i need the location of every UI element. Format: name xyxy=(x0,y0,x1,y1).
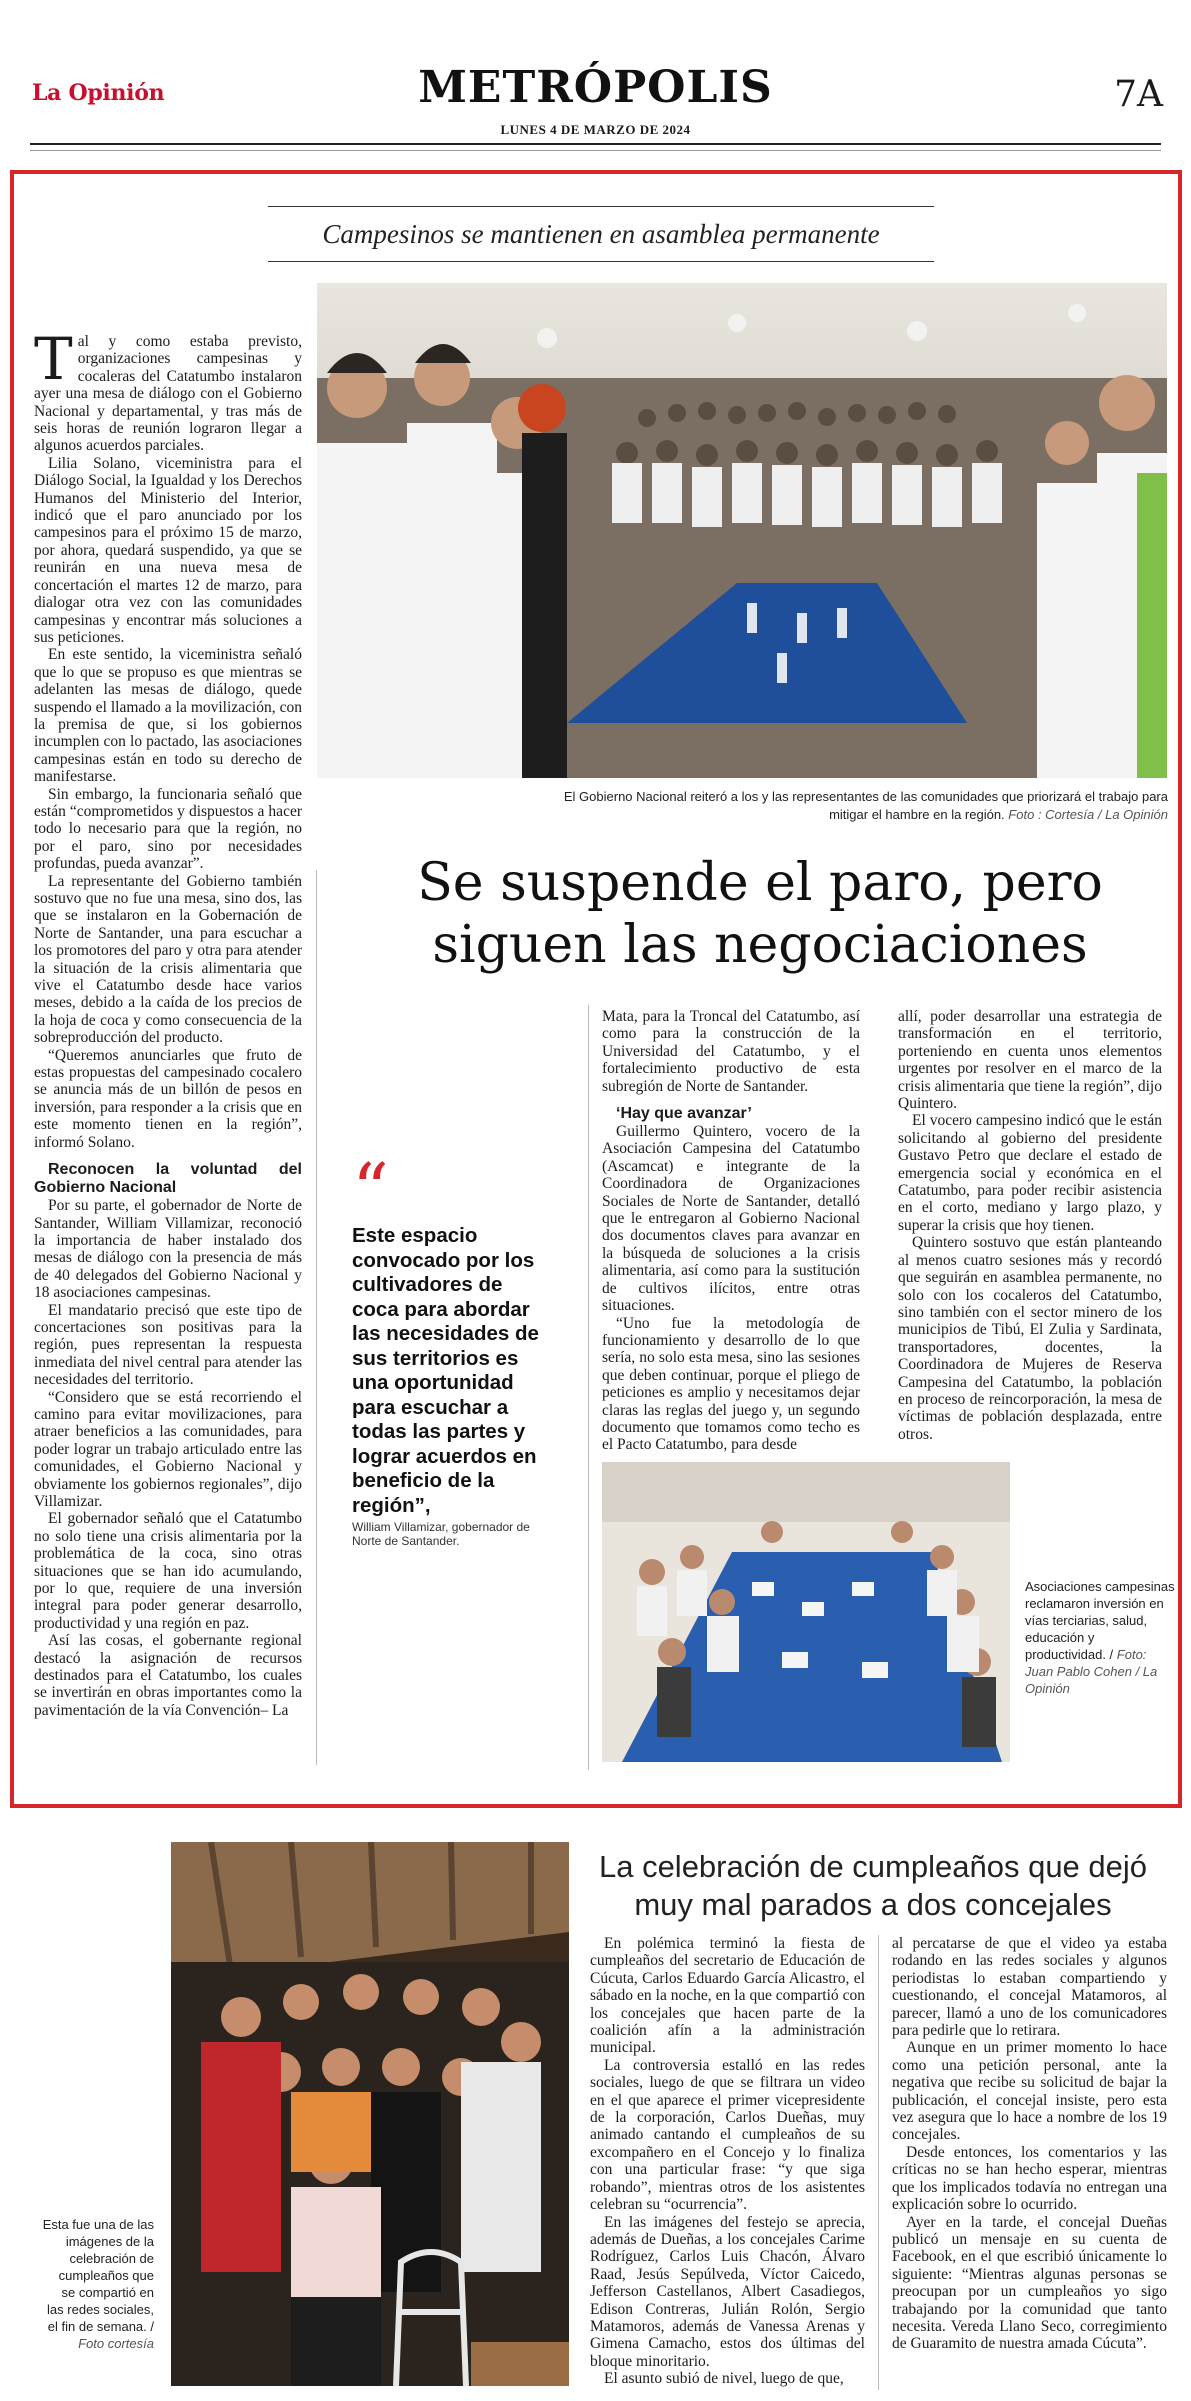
photo3-credit: Foto cortesía xyxy=(78,2336,154,2351)
story1-column-3 xyxy=(602,1008,860,1454)
column-divider xyxy=(878,1935,879,2390)
masthead xyxy=(0,0,1191,170)
story-kicker: Campesinos se mantienen en asamblea permanente xyxy=(268,206,934,262)
paragraph: Sin embargo, la funcionaria señaló que están “comprometidos y dispuestos a hacer todo lo necesario para que la región, no por el paro, sino por necesidades profundas, pueda avanzar”. xyxy=(34,785,302,873)
photo1-credit: Foto : Cortesía / La Opinión xyxy=(1008,807,1168,822)
paragraph: Quintero sostuvo que están planteando al menos cuatro sesiones más y recordó que seguirán en asamblea permanente, no solo con los cocaleros del Catatumbo, sino también con el sector minero de los municipios de Tibú, El Zulia y Sardinata, transportadores, docentes, la Coordinadora de Mujeres de Reserva Campesina del Catatumbo, la población en proceso de reincorporación, la mesa de víctimas de población desplazada, entre otros. xyxy=(898,1234,1162,1443)
birthday-photo[interactable] xyxy=(171,1842,569,2386)
paragraph: Así las cosas, el gobernante regional destacó la asignación de recursos destinados para el Catatumbo, los cuales se invertirán en obras importantes como la pavimentación de la vía Convención– La xyxy=(34,1632,302,1719)
paragraph: Por su parte, el gobernador de Norte de Santander, William Villamizar, reconoció la importancia de haber instalado dos mesas de diálogo con la presencia de más de 40 delegados del Gobierno Nacional y 18 asociaciones campesinas. xyxy=(34,1197,302,1302)
meeting-photo[interactable] xyxy=(602,1462,1010,1762)
paragraph: En las imágenes del festejo se aprecia, además de Dueñas, a los concejales Carime Rodríguez, Carlos Luis Chacón, Álvaro Raad, Jesús Sepúlveda, Víctor Caicedo, Jefferson Castellanos, Albert Casadiegos, Edison Contreras, Julián Rolón, Sergio Matamoros, además de Vanessa Arenas y Gimena Camacho, estos dos últimas del bloque minoritario. xyxy=(590,2213,865,2370)
paragraph: En este sentido, la viceministra señaló que lo que se propuso es que mientras se adelanten las mesas de diálogo, quede suspendo el llamado a la movilización, con la premisa de que, si los gobiernos incumplen con lo pactado, las asociaciones campesinas están en todo su derecho de manifestarse. xyxy=(34,646,302,786)
subhead: Reconocen la voluntad del Gobierno Nacional xyxy=(34,1161,302,1197)
paragraph: Ayer en la tarde, el concejal Dueñas publicó un mensaje en su cuenta de Facebook, en el que escribió únicamente lo siguiente: “Mientras algunas personas se preocupan por un cumpleaños yo sigo trabajando por la comunidad que tanto necesita. Vereda Llano Seco, corregimiento de Guaramito de nuestra amada Cúcuta”. xyxy=(892,2213,1167,2353)
column-divider xyxy=(588,1005,589,1770)
story1-column-1 xyxy=(34,325,302,1719)
header-rule xyxy=(30,143,1161,145)
assembly-photo[interactable] xyxy=(317,283,1167,778)
paragraph: Aunque en un primer momento lo hace como una petición personal, ante la negativa que recibe su solicitud de bajar la publicación, el concejal insiste, pero esta vez asegura que lo hace a nombre de los 19 concejales. xyxy=(892,2039,1167,2144)
column-divider xyxy=(316,870,317,1765)
paragraph: al percatarse de que el video ya estaba rodando en las redes sociales y algunos periodistas lo estaban compartiendo y cuestionando, el concejal Matamoros, al parecer, llamó a uno de los comunicadores para pedirle que lo retirara. xyxy=(892,1935,1167,2040)
paragraph: allí, poder desarrollar una estrategia de transformación en el territorio, porteniendo en cuenta unos elementos urgentes por resolver en el marco de la crisis alimentaria que tiene la región”, dijo Quintero. xyxy=(898,1008,1162,1113)
paragraph: “Queremos anunciarles que fruto de estas propuestas del campesinado cocalero se anuncia más de un billón de pesos en inversión, para responder a la crisis que en este momento tienen en la región”, informó Solano. xyxy=(34,1046,302,1151)
page-number: 7A xyxy=(1114,74,1163,115)
photo3-caption-text: Esta fue una de las imágenes de la celebración de cumpleaños que se compartió en las redes sociales, el fin de semana. / xyxy=(42,2217,154,2334)
photo1-caption-text: El Gobierno Nacional reiteró a los y las representantes de las comunidades que priorizará el trabajo para mitigar el hambre en la región. xyxy=(563,789,1168,822)
paragraph: Mata, para la Troncal del Catatumbo, así como para la construcción de la Universidad del Catatumbo, y el fortalecimiento productivo de esta subregión de Norte de Santander. xyxy=(602,1008,860,1095)
paragraph: “Uno fue la metodología de funcionamiento y desarrollo de lo que sería, no solo esta mesa, sino las sesiones que deben continuar, porque el pliego de peticiones es amplio y necesitamos dejar claras las reglas del juego y, un segundo documento que tomamos como techo es el Pacto Catatumbo, para desde xyxy=(602,1314,860,1454)
paragraph: El vocero campesino indicó que le están solicitando al gobierno del presidente Gustavo Petro que declare el estado de emergencia social y económica en el Catatumbo, para poder recibir asistencia en el corto, mediano y largo plazo, y superar la crisis que hoy tienen. xyxy=(898,1112,1162,1234)
story2-column-2 xyxy=(892,1935,1167,2353)
paragraph: El asunto subió de nivel, luego de que, xyxy=(604,2370,844,2388)
paragraph: “Considero que se está recorriendo el camino para evitar movilizaciones, para atraer beneficios a las comunidades, para poder lograr un trabajo articulado entre las comunidades, el Gobierno Nacional y obviamente los gobiernos regionales”, dijo Villamizar. xyxy=(34,1388,302,1510)
paragraph: Guillermo Quintero, vocero de la Asociación Campesina del Catatumbo (Ascamcat) e integrante de la Coordinadora de Organizaciones Sociales de Norte de Santander, detalló que le entregaron al Gobierno Nacional dos documentos claves para avanzar en la búsqueda de soluciones a la crisis alimentaria, así como para la sustitución de cultivos ilícitos, entre otras situaciones. xyxy=(602,1123,860,1315)
section-title: METRÓPOLIS xyxy=(418,62,773,113)
paragraph: Desde entonces, los comentarios y las críticas no se han hecho esperar, mientras que los implicados todavía no entregan una explicación sobre lo ocurrido. xyxy=(892,2143,1167,2214)
paragraph: La representante del Gobierno también sostuvo que no fue una mesa, sino dos, las que se instalaron en la Gobernación de Norte de Santander, una para escuchar a los promotores del paro y otra para atender la situación de la crisis alimentaria que vive el Catatumbo desde hace varios meses, debido a la caída de los precios de la hoja de coca y como consecuencia de la sobreproducción del producto. xyxy=(34,872,302,1047)
pull-quote xyxy=(352,1148,552,1548)
quote-attribution: William Villamizar, gobernador de Norte de Santander. xyxy=(352,1520,530,1548)
photo2-caption xyxy=(1025,1578,1175,1697)
quote-text: Este espacio convocado por los cultivadores de coca para abordar las necesidades de sus territorios es una oportunidad para escuchar a todas las partes y lograr acuerdos en beneficio de la región”, xyxy=(352,1224,539,1517)
subhead: ‘Hay que avanzar’ xyxy=(616,1105,752,1123)
photo2-credit: Foto: Juan Pablo Cohen / La Opinión xyxy=(1025,1647,1158,1696)
story1-column-4 xyxy=(898,1008,1162,1443)
header-rule-thin xyxy=(30,150,1161,151)
story2-headline: La celebración de cumpleaños que dejó muy mal parados a dos concejales xyxy=(598,1849,1148,1922)
lead-paragraph: Tal y como estaba previsto, organizaciones campesinas y cocaleras del Catatumbo instalaron ayer una mesa de diálogo con el Gobierno Nacional y departamental, y tras más de seis horas de reunión lograron llegar a algunos acuerdos parciales. xyxy=(34,325,302,455)
photo2-caption-text: Asociaciones campesinas reclamaron inversión en vías terciarias, salud, educación y productividad. / xyxy=(1025,1579,1175,1662)
paragraph: En polémica terminó la fiesta de cumpleaños del secretario de Educación de Cúcuta, Carlos Eduardo García Alicastro, el sábado en la noche, en la que compartió con los concejales que hacen parte de la coalición afín a la administración municipal. xyxy=(590,1935,865,2057)
paragraph: El gobernador señaló que el Catatumbo no solo tiene una crisis alimentaria por la problemática de la coca, sino otras situaciones que se han ido acumulando, por lo que, requiere de una inversión integral para poder generar desarrollo, productividad y una región en paz. xyxy=(34,1510,302,1632)
paragraph: La controversia estalló en las redes sociales, luego de que se filtrara un video en el que aparece el primer vicepresidente de la corporación, Carlos Dueñas, muy animado cantando el cumpleaños de su excompañero en el Concejo y lo finaliza con una particular frase: “y que siga robando”, mientras otros de los asistentes celebran su “ocurrencia”. xyxy=(590,2056,865,2214)
paragraph: Lilia Solano, viceministra para el Diálogo Social, la Igualdad y los Derechos Humanos del Ministerio del Interior, indicó que el paro anunciado por los campesinos para el próximo 15 de marzo, por ahora, quedará suspendido, ya que se reunirán en una nueva mesa de concertación el martes 12 de marzo, para dialogar otra vez con las comunidades campesinas y encontrar más soluciones a sus peticiones. xyxy=(34,454,302,646)
quote-mark-icon: “ xyxy=(352,1148,389,1232)
story2-column-1 xyxy=(590,1935,865,2388)
drop-cap: T xyxy=(34,325,73,393)
paragraph: El mandatario precisó que este tipo de concertaciones son positivas para la región, pues representan la respuesta inmediata del nivel central para atender las necesidades del territorio. xyxy=(34,1301,302,1389)
dateline: LUNES 4 DE MARZO DE 2024 xyxy=(500,122,691,137)
brand-logo[interactable]: La Opinión xyxy=(32,80,165,106)
photo1-caption xyxy=(560,788,1168,824)
story1-headline: Se suspende el paro, pero siguen las negociaciones xyxy=(417,853,1103,975)
photo3-caption xyxy=(42,2216,154,2352)
